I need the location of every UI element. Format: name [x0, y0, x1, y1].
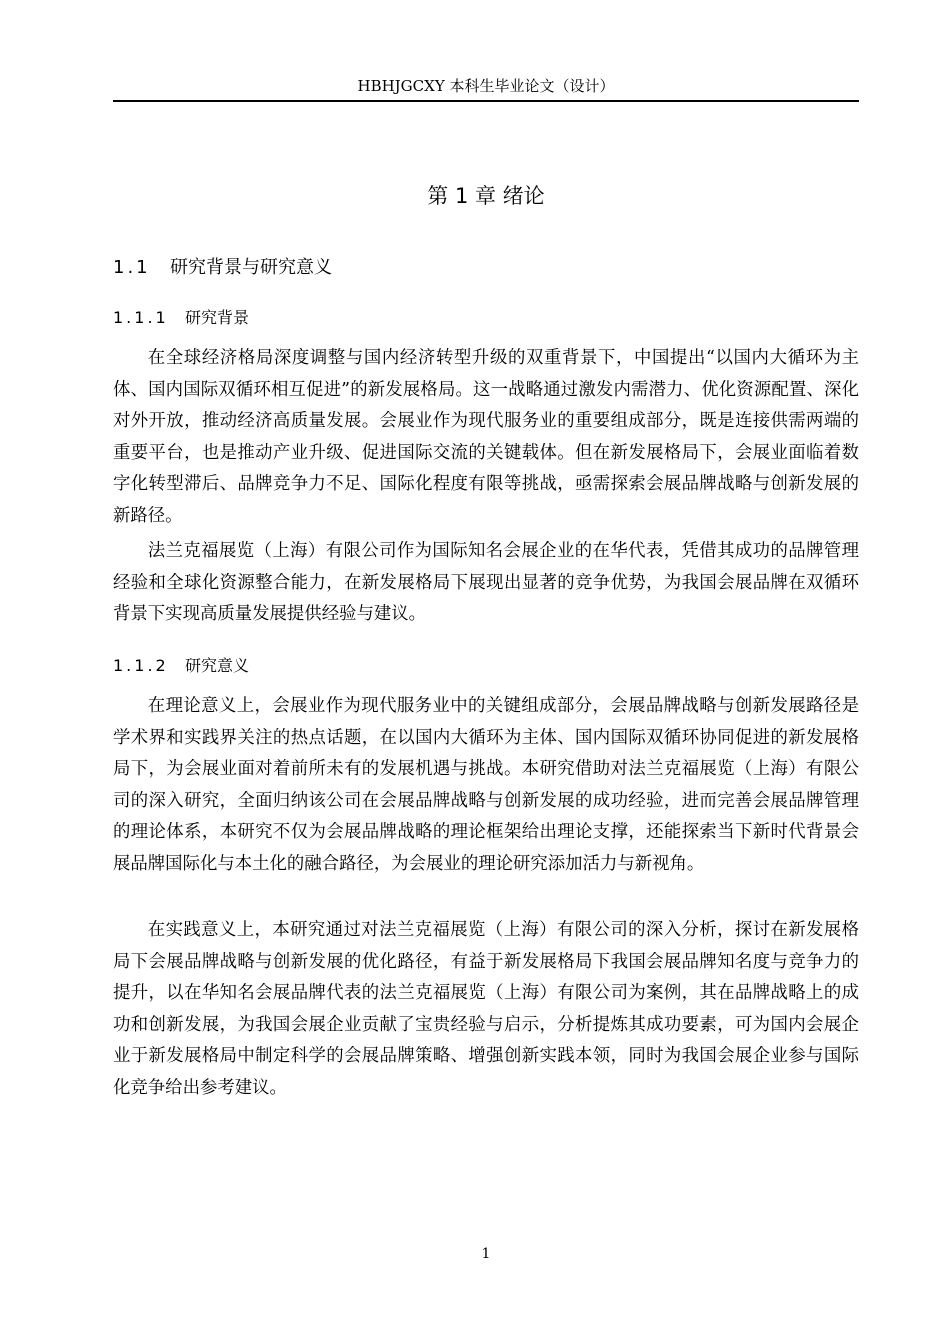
subsection-heading-1-1-1 [113, 306, 249, 330]
section-number: 1.1 [113, 257, 151, 278]
subsection-title: 研究意义 [185, 656, 250, 675]
section-title: 研究背景与研究意义 [170, 257, 332, 278]
paragraph: 在实践意义上，本研究通过对法兰克福展览（上海）有限公司的深入分析，探讨在新发展格局下会展品牌战略与创新发展的优化路径，有益于新发展格局下我国会展品牌知名度与竞争力的提升，以在华知名会展品牌代表的法兰克福展览（上海）有限公司为案例，其在品牌战略上的成功和创新发展，为我国会展企业贡献了宝贵经验与启示，分析提炼其成功要素，可为国内会展企业于新发展格局中制定科学的会展品牌策略、增强创新实践本领，同时为我国会展企业参与国际化竞争给出参考建议。 [113, 920, 859, 1098]
page-number: 1 [481, 1246, 491, 1262]
paragraph: 在全球经济格局深度调整与国内经济转型升级的双重背景下，中国提出“以国内大循环为主体、国内国际双循环相互促进”的新发展格局。这一战略通过激发内需潜力、优化资源配置、深化对外开放，推动经济高质量发展。会展业作为现代服务业的重要组成部分，既是连接供需两端的重要平台，也是推动产业升级、促进国际交流的关键载体。但在新发展格局下，会展业面临着数字化转型滞后、品牌竞争力不足、国际化程度有限等挑战，亟需探索会展品牌战略与创新发展的新路径。 [113, 348, 859, 526]
section-heading-1-1 [113, 255, 332, 281]
subsection-title: 研究背景 [185, 308, 250, 327]
chapter-title: 第 1 章 绪论 [427, 184, 545, 208]
header-rule [113, 100, 859, 102]
paragraph: 法兰克福展览（上海）有限公司作为国际知名会展企业的在华代表，凭借其成功的品牌管理经验和全球化资源整合能力，在新发展格局下展现出显著的竞争优势，为我国会展品牌在双循环背景下实现高质量发展提供经验与建议。 [113, 541, 859, 624]
running-header: HBHJGCXY 本科生毕业论文（设计） [357, 77, 615, 95]
subsection-number: 1.1.1 [113, 308, 169, 327]
paragraph: 在理论意义上，会展业作为现代服务业中的关键组成部分，会展品牌战略与创新发展路径是学术界和实践界关注的热点话题，在以国内大循环为主体、国内国际双循环协同促进的新发展格局下，为会展业面对着前所未有的发展机遇与挑战。本研究借助对法兰克福展览（上海）有限公司的深入研究，全面归纳该公司在会展品牌战略与创新发展的成功经验，进而完善会展品牌管理的理论体系，本研究不仅为会展品牌战略的理论框架给出理论支撑，还能探索当下新时代背景会展品牌国际化与本土化的融合路径，为会展业的理论研究添加活力与新视角。 [113, 696, 859, 874]
subsection-heading-1-1-2 [113, 654, 249, 678]
subsection-number: 1.1.2 [113, 656, 169, 675]
